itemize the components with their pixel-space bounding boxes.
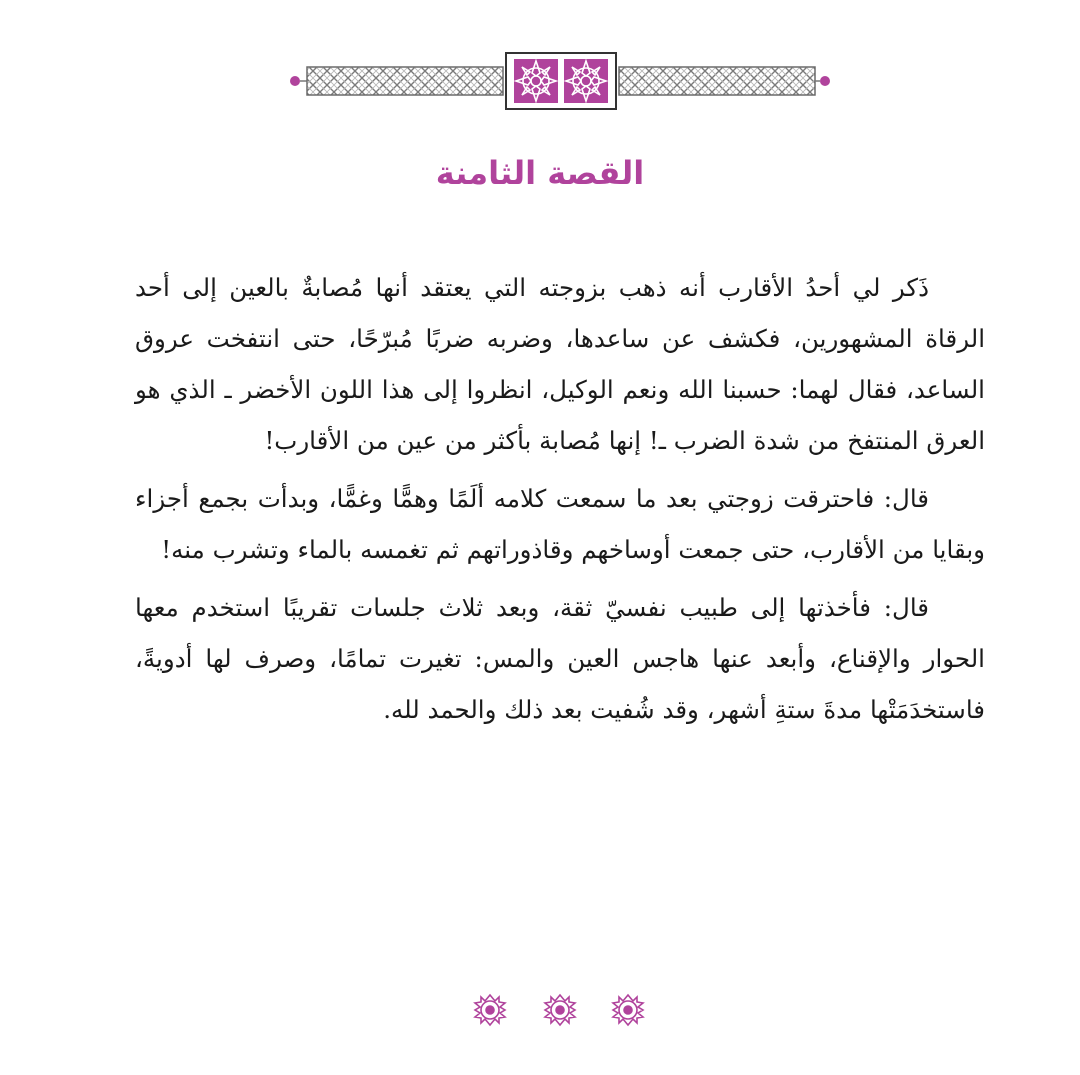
small-flower-icon — [475, 995, 505, 1025]
story-body — [135, 262, 985, 742]
flower-rosette-icon — [564, 59, 608, 103]
right-dot — [820, 76, 830, 86]
small-flower-icon — [613, 995, 643, 1025]
page-title: القصة الثامنة — [435, 154, 645, 192]
right-knot-band — [619, 67, 815, 95]
paragraph-1: ذَكر لي أحدُ الأقارب أنه ذهب بزوجته التي يعتقد أنها مُصابةٌ بالعين إلى أحد الرقاة المشهورين، فكشف عن ساعدها، وضربه ضربًا مُبرّحًا، حتى انتفخت عروق الساعد، فقال لهما: حسبنا الله ونعم الوكيل، انظروا إلى هذا اللون الأخضر ـ الذي هو العرق المنتفخ من شدة الضرب ـ! إنها مُصابة بأكثر من عين من الأقارب! — [135, 273, 985, 455]
left-dot — [290, 76, 300, 86]
bottom-ornament — [470, 990, 650, 1030]
small-flower-icon — [545, 995, 575, 1025]
top-ornament — [285, 50, 835, 112]
paragraph-3: قال: فأخذتها إلى طبيب نفسيّ ثقة، وبعد ثلاث جلسات تقريبًا استخدم معها الحوار والإقناع، وأبعد عنها هاجس العين والمس: تغيرت تمامًا، وصرف لها أدويةً، فاستخدَمَتْها مدةَ ستةِ أشهر، وقد شُفيت بعد ذلك والحمد لله. — [135, 593, 985, 724]
left-knot-band — [307, 67, 503, 95]
flower-rosette-icon — [514, 59, 558, 103]
paragraph-2: قال: فاحترقت زوجتي بعد ما سمعت كلامه ألَمًا وهمًّا وغمًّا، وبدأت بجمع أجزاء وبقايا من الأقارب، حتى جمعت أوساخهم وقاذوراتهم ثم تغمسه بالماء وتشرب منه! — [135, 484, 985, 564]
